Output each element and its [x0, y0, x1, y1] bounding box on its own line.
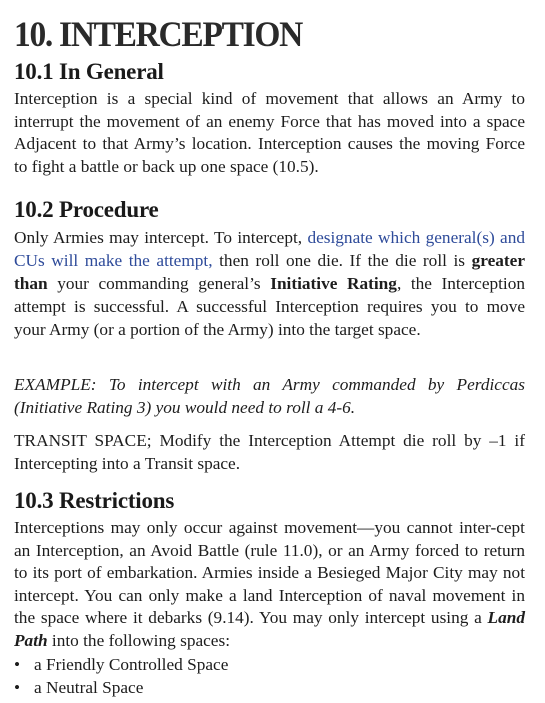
list-item	[14, 654, 228, 677]
procedure-paragraph	[14, 226, 525, 341]
heading-in-general: 10.1 In General	[14, 59, 164, 84]
bullet-icon: •	[14, 655, 21, 674]
list-item-label: a Friendly Controlled Space	[34, 655, 229, 674]
procedure-text-1: Only Armies may intercept. To intercept,	[14, 228, 308, 247]
example-paragraph: EXAMPLE: To intercept with an Army commanded by Perdiccas (Initiative Rating 3) you would need to roll a 4-6.	[14, 375, 525, 417]
heading-restrictions: 10.3 Restrictions	[14, 488, 175, 513]
procedure-text-4: , the Interception attempt is successful. A successful Interception requires you to move your Army (or a portion of the Army) into the target space.	[14, 274, 526, 339]
transit-space-paragraph: TRANSIT SPACE; Modify the Interception Attempt die roll by –1 if Intercepting into a Transit space.	[14, 431, 525, 473]
restrictions-text-1: Interceptions may only occur against movement—you cannot inter-cept an Interception, an Avoid Battle (rule 11.0), or an Army forced to return to its port of embarkation. Armies inside a Besieged Major City may not intercept. You can only make a land Interception of naval movement in the space where it debarks (9.14). You may only intercept using a	[14, 518, 525, 627]
spaces-list	[14, 654, 228, 699]
procedure-text-3: your commanding general’s	[47, 274, 271, 293]
initiative-rating-text: Initiative Rating	[270, 274, 397, 293]
bullet-icon: •	[14, 677, 21, 697]
list-item-label: a Neutral Space	[34, 677, 144, 697]
procedure-link-text: designate which general(s) and CUs will make the attempt,	[14, 228, 525, 270]
restrictions-paragraph	[14, 517, 525, 652]
list-item	[14, 677, 228, 700]
in-general-paragraph: Interception is a special kind of movement that allows an Army to interrupt the movement of an enemy Force that has moved into a space Adjacent to that Army’s location. Interception causes the moving Force to fight a battle or back up one space (10.5).	[14, 89, 525, 176]
land-path-text: Land Path	[14, 608, 525, 650]
heading-procedure: 10.2 Procedure	[14, 197, 159, 222]
restrictions-text-2: into the following spaces:	[47, 630, 230, 650]
procedure-text-2: then roll one die. If the die roll is	[212, 251, 472, 270]
section-title: 10. INTERCEPTION	[14, 14, 302, 54]
greater-than-text: greater than	[14, 251, 525, 293]
